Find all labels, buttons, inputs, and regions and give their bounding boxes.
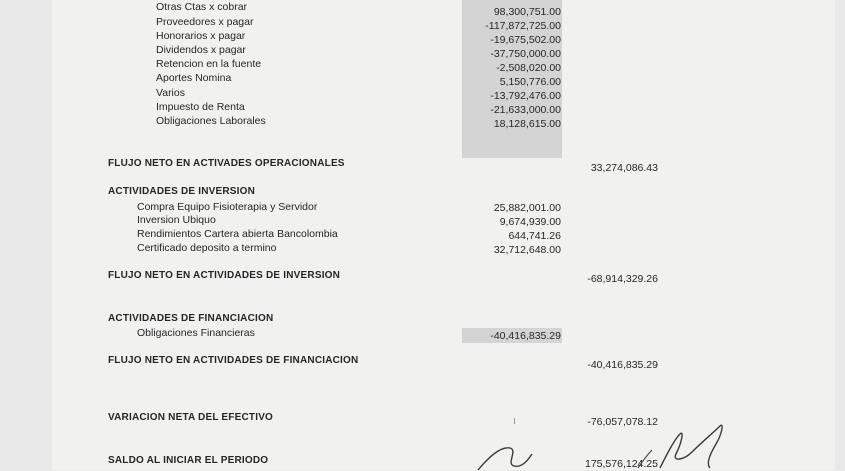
operating-item-amount: -37,750,000.00: [490, 48, 561, 60]
operating-item-label: Retencion en la fuente: [156, 58, 262, 70]
investing-item-amount: 32,712,648.00: [493, 244, 561, 256]
financing-item-amount: -40,416,835.29: [490, 330, 561, 342]
operating-total-label: FLUJO NETO EN ACTIVADES OPERACIONALES: [108, 158, 345, 169]
net-change-amount: -76,057,078.12: [587, 416, 658, 428]
investing-item-amount: 644,741.26: [508, 230, 561, 242]
investing-item-label: Compra Equipo Fisioterapia y Servidor: [137, 201, 318, 213]
financing-total-amount: -40,416,835.29: [587, 359, 658, 371]
opening-balance-label: SALDO AL INICIAR EL PERIODO: [108, 455, 269, 466]
operating-item-amount: -21,633,000.00: [490, 104, 561, 116]
operating-item-label: Dividendos x pagar: [156, 44, 246, 56]
operating-item-label: Impuesto de Renta: [156, 101, 245, 113]
financing-total-label: FLUJO NETO EN ACTIVIDADES DE FINANCIACION: [108, 355, 359, 366]
operating-item-label: Obligaciones Laborales: [156, 115, 266, 127]
operating-total-amount: 33,274,086.43: [590, 162, 658, 174]
operating-item-amount: -117,872,725.00: [485, 20, 561, 32]
operating-item-amount: -19,675,502.00: [490, 34, 561, 46]
investing-item-label: Certificado deposito a termino: [137, 242, 277, 254]
investing-item-amount: 9,674,939.00: [499, 216, 561, 228]
operating-item-label: Aportes Nomina: [156, 72, 232, 84]
operating-item-amount: -13,792,476.00: [490, 90, 561, 102]
investing-total-amount: -68,914,329.26: [587, 273, 658, 285]
financing-heading: ACTIVIDADES DE FINANCIACION: [108, 313, 274, 324]
investing-total-label: FLUJO NETO EN ACTIVIDADES DE INVERSION: [108, 270, 341, 281]
net-change-label: VARIACION NETA DEL EFECTIVO: [108, 412, 274, 423]
investing-item-amount: 25,882,001.00: [493, 202, 561, 214]
investing-heading: ACTIVIDADES DE INVERSION: [108, 186, 256, 197]
operating-item-amount: 18,128,615.00: [493, 118, 561, 130]
investing-item-label: Inversion Ubiquo: [137, 214, 216, 226]
operating-item-label: Varios: [156, 87, 185, 99]
operating-item-label: Honorarios x pagar: [156, 30, 246, 42]
investing-item-label: Rendimientos Cartera abierta Bancolombia: [137, 228, 338, 240]
financing-item-label: Obligaciones Financieras: [137, 327, 255, 339]
operating-item-label: Proveedores x pagar: [156, 16, 254, 28]
operating-item-amount: 5,150,776.00: [499, 76, 561, 88]
operating-item-amount: -2,508,020.00: [496, 62, 561, 74]
opening-balance-amount: 175,576,124.25: [585, 458, 658, 470]
operating-item-label: Otras Ctas x cobrar: [156, 1, 248, 13]
signature-drawing: [470, 420, 770, 470]
operating-item-amount: 98,300,751.00: [493, 6, 561, 18]
